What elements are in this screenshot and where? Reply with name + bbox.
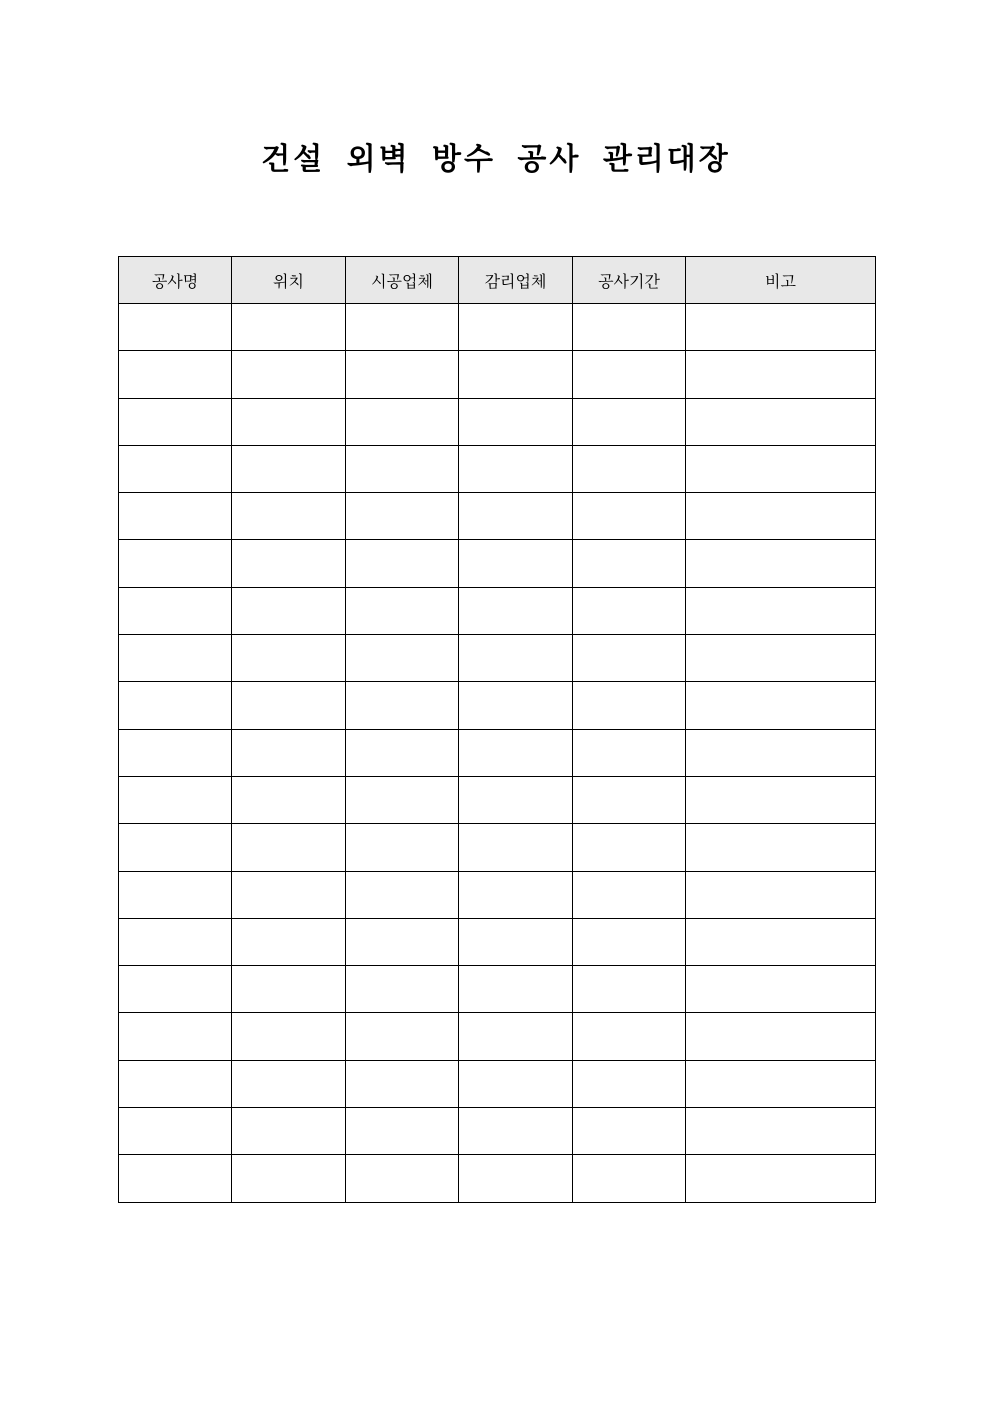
cell-contractor[interactable] bbox=[346, 729, 459, 776]
cell-remarks[interactable] bbox=[686, 1013, 876, 1060]
table-row bbox=[119, 1013, 876, 1060]
header-supervisor: 감리업체 bbox=[459, 257, 573, 304]
cell-project-name[interactable] bbox=[119, 1013, 232, 1060]
cell-period[interactable] bbox=[573, 304, 686, 351]
table-row bbox=[119, 824, 876, 871]
cell-remarks[interactable] bbox=[686, 776, 876, 823]
cell-supervisor[interactable] bbox=[459, 1155, 573, 1202]
cell-period[interactable] bbox=[573, 1060, 686, 1107]
page-title: 건설 외벽 방수 공사 관리대장 bbox=[261, 142, 731, 177]
table-body bbox=[119, 304, 876, 1203]
table-row bbox=[119, 682, 876, 729]
cell-remarks[interactable] bbox=[686, 824, 876, 871]
table-row bbox=[119, 871, 876, 918]
cell-supervisor[interactable] bbox=[459, 445, 573, 492]
header-location: 위치 bbox=[232, 257, 346, 304]
cell-project-name[interactable] bbox=[119, 635, 232, 682]
cell-supervisor[interactable] bbox=[459, 351, 573, 398]
cell-project-name[interactable] bbox=[119, 824, 232, 871]
cell-contractor[interactable] bbox=[346, 682, 459, 729]
cell-contractor[interactable] bbox=[346, 1155, 459, 1202]
cell-supervisor[interactable] bbox=[459, 824, 573, 871]
cell-supervisor[interactable] bbox=[459, 304, 573, 351]
cell-supervisor[interactable] bbox=[459, 918, 573, 965]
cell-supervisor[interactable] bbox=[459, 493, 573, 540]
cell-remarks[interactable] bbox=[686, 871, 876, 918]
cell-project-name[interactable] bbox=[119, 776, 232, 823]
cell-project-name[interactable] bbox=[119, 682, 232, 729]
cell-project-name[interactable] bbox=[119, 729, 232, 776]
cell-remarks[interactable] bbox=[686, 918, 876, 965]
cell-supervisor[interactable] bbox=[459, 398, 573, 445]
cell-period[interactable] bbox=[573, 587, 686, 634]
table-row bbox=[119, 729, 876, 776]
table-row bbox=[119, 398, 876, 445]
cell-period[interactable] bbox=[573, 351, 686, 398]
cell-supervisor[interactable] bbox=[459, 587, 573, 634]
cell-contractor[interactable] bbox=[346, 1108, 459, 1155]
cell-location[interactable] bbox=[232, 871, 346, 918]
table-row bbox=[119, 635, 876, 682]
cell-contractor[interactable] bbox=[346, 587, 459, 634]
cell-contractor[interactable] bbox=[346, 966, 459, 1013]
cell-location[interactable] bbox=[232, 682, 346, 729]
table-row bbox=[119, 918, 876, 965]
table-row bbox=[119, 351, 876, 398]
table-row bbox=[119, 1155, 876, 1202]
cell-location[interactable] bbox=[232, 1060, 346, 1107]
cell-contractor[interactable] bbox=[346, 351, 459, 398]
cell-contractor[interactable] bbox=[346, 540, 459, 587]
cell-location[interactable] bbox=[232, 540, 346, 587]
cell-remarks[interactable] bbox=[686, 304, 876, 351]
cell-remarks[interactable] bbox=[686, 587, 876, 634]
cell-remarks[interactable] bbox=[686, 1155, 876, 1202]
cell-contractor[interactable] bbox=[346, 918, 459, 965]
cell-location[interactable] bbox=[232, 398, 346, 445]
table-row bbox=[119, 304, 876, 351]
cell-period[interactable] bbox=[573, 729, 686, 776]
cell-project-name[interactable] bbox=[119, 871, 232, 918]
cell-location[interactable] bbox=[232, 1155, 346, 1202]
cell-location[interactable] bbox=[232, 729, 346, 776]
cell-location[interactable] bbox=[232, 304, 346, 351]
cell-contractor[interactable] bbox=[346, 304, 459, 351]
cell-period[interactable] bbox=[573, 493, 686, 540]
cell-supervisor[interactable] bbox=[459, 1108, 573, 1155]
cell-contractor[interactable] bbox=[346, 398, 459, 445]
cell-project-name[interactable] bbox=[119, 540, 232, 587]
table-row bbox=[119, 776, 876, 823]
header-contractor: 시공업체 bbox=[346, 257, 459, 304]
cell-period[interactable] bbox=[573, 824, 686, 871]
cell-location[interactable] bbox=[232, 351, 346, 398]
cell-location[interactable] bbox=[232, 635, 346, 682]
cell-period[interactable] bbox=[573, 776, 686, 823]
cell-location[interactable] bbox=[232, 493, 346, 540]
table-header-row bbox=[119, 257, 876, 304]
table-row bbox=[119, 1060, 876, 1107]
cell-supervisor[interactable] bbox=[459, 1013, 573, 1060]
cell-supervisor[interactable] bbox=[459, 682, 573, 729]
cell-period[interactable] bbox=[573, 1155, 686, 1202]
cell-location[interactable] bbox=[232, 1013, 346, 1060]
table-row bbox=[119, 587, 876, 634]
cell-location[interactable] bbox=[232, 824, 346, 871]
cell-remarks[interactable] bbox=[686, 540, 876, 587]
cell-supervisor[interactable] bbox=[459, 1060, 573, 1107]
cell-period[interactable] bbox=[573, 966, 686, 1013]
cell-project-name[interactable] bbox=[119, 351, 232, 398]
cell-remarks[interactable] bbox=[686, 1060, 876, 1107]
cell-contractor[interactable] bbox=[346, 635, 459, 682]
cell-supervisor[interactable] bbox=[459, 540, 573, 587]
cell-period[interactable] bbox=[573, 445, 686, 492]
table-row bbox=[119, 445, 876, 492]
table-row bbox=[119, 493, 876, 540]
cell-contractor[interactable] bbox=[346, 1060, 459, 1107]
cell-remarks[interactable] bbox=[686, 635, 876, 682]
cell-period[interactable] bbox=[573, 1013, 686, 1060]
cell-supervisor[interactable] bbox=[459, 871, 573, 918]
cell-remarks[interactable] bbox=[686, 729, 876, 776]
cell-project-name[interactable] bbox=[119, 445, 232, 492]
cell-project-name[interactable] bbox=[119, 587, 232, 634]
cell-project-name[interactable] bbox=[119, 1108, 232, 1155]
cell-supervisor[interactable] bbox=[459, 729, 573, 776]
cell-location[interactable] bbox=[232, 918, 346, 965]
cell-project-name[interactable] bbox=[119, 918, 232, 965]
cell-project-name[interactable] bbox=[119, 398, 232, 445]
cell-location[interactable] bbox=[232, 1108, 346, 1155]
table-row bbox=[119, 966, 876, 1013]
cell-remarks[interactable] bbox=[686, 445, 876, 492]
cell-period[interactable] bbox=[573, 871, 686, 918]
cell-period[interactable] bbox=[573, 1108, 686, 1155]
cell-contractor[interactable] bbox=[346, 871, 459, 918]
cell-project-name[interactable] bbox=[119, 1155, 232, 1202]
cell-remarks[interactable] bbox=[686, 1108, 876, 1155]
cell-location[interactable] bbox=[232, 587, 346, 634]
cell-remarks[interactable] bbox=[686, 966, 876, 1013]
cell-contractor[interactable] bbox=[346, 824, 459, 871]
cell-supervisor[interactable] bbox=[459, 635, 573, 682]
cell-location[interactable] bbox=[232, 445, 346, 492]
table-row bbox=[119, 1108, 876, 1155]
cell-supervisor[interactable] bbox=[459, 776, 573, 823]
cell-period[interactable] bbox=[573, 682, 686, 729]
header-project-name: 공사명 bbox=[119, 257, 232, 304]
cell-contractor[interactable] bbox=[346, 776, 459, 823]
cell-remarks[interactable] bbox=[686, 351, 876, 398]
cell-project-name[interactable] bbox=[119, 493, 232, 540]
cell-remarks[interactable] bbox=[686, 398, 876, 445]
cell-period[interactable] bbox=[573, 398, 686, 445]
cell-project-name[interactable] bbox=[119, 966, 232, 1013]
construction-ledger-table bbox=[118, 256, 876, 1203]
cell-period[interactable] bbox=[573, 540, 686, 587]
cell-location[interactable] bbox=[232, 966, 346, 1013]
cell-contractor[interactable] bbox=[346, 1013, 459, 1060]
cell-contractor[interactable] bbox=[346, 493, 459, 540]
cell-supervisor[interactable] bbox=[459, 966, 573, 1013]
cell-location[interactable] bbox=[232, 776, 346, 823]
cell-contractor[interactable] bbox=[346, 445, 459, 492]
cell-period[interactable] bbox=[573, 918, 686, 965]
header-remarks: 비고 bbox=[686, 257, 876, 304]
cell-remarks[interactable] bbox=[686, 682, 876, 729]
header-period: 공사기간 bbox=[573, 257, 686, 304]
cell-remarks[interactable] bbox=[686, 493, 876, 540]
table-row bbox=[119, 540, 876, 587]
cell-project-name[interactable] bbox=[119, 304, 232, 351]
cell-period[interactable] bbox=[573, 635, 686, 682]
cell-project-name[interactable] bbox=[119, 1060, 232, 1107]
